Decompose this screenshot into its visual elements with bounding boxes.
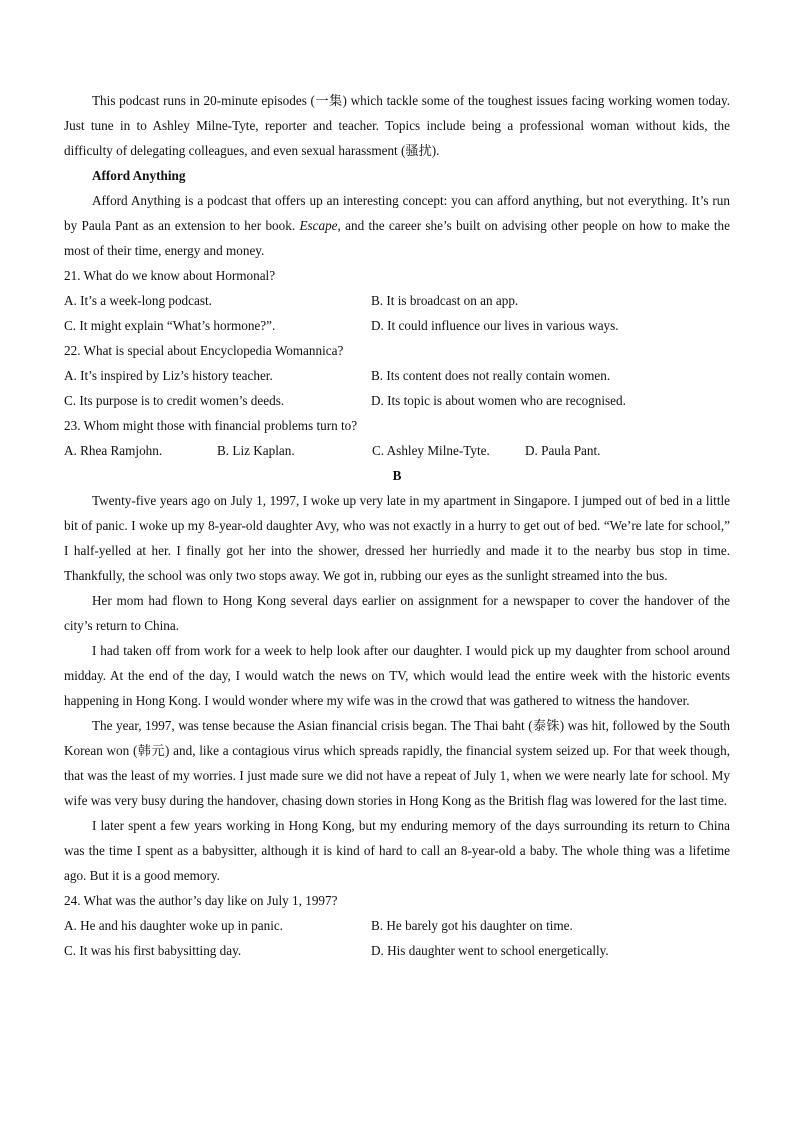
paragraph-text: Afford Anything is a podcast that offers up an interesting concept: you can afford anything, but not everything. It’s run by Paula Pant as an extension to her book. [64,193,730,233]
question-stem: 23. Whom might those with financial problems turn to? [64,418,358,433]
paragraph: The year, 1997, was tense because the Asian financial crisis began. The Thai baht (泰铢) was hit, followed by the South Korean won (韩元) and, like a contagious virus which spreads rapidly, the financial system seized up. For that week though, that was the least of my worries. I just made sure we did not have a repeat of July 1, when we were nearly late for school. My wife was very busy during the handover, chasing down stories in Hong Kong as the British flag was lowered for the last time. [64,718,730,808]
option-a: A. It’s a week-long podcast. [64,293,212,308]
option-c: C. Ashley Milne-Tyte. [372,443,490,458]
option-c: C. It was his first babysitting day. [64,943,242,958]
option-row [64,388,730,413]
option-row [64,438,730,463]
book-title: Escape [299,218,338,233]
option-row [64,313,730,338]
option-row [64,938,730,963]
question-stem: 22. What is special about Encyclopedia Womannica? [64,343,344,358]
paragraph-text: , and the career she’s built on advising other people on how to make the most of their time, energy and money. [64,218,730,258]
option-d: D. His daughter went to school energetically. [371,943,609,958]
section-label: B [392,468,402,483]
option-row [64,363,730,388]
option-a: A. He and his daughter woke up in panic. [64,918,284,933]
paragraph: This podcast runs in 20-minute episodes (一集) which tackle some of the toughest issues facing working women today. Just tune in to Ashley Milne-Tyte, reporter and teacher. Topics include being a professional woman without kids, the difficulty of delegating colleagues, and even sexual harassment (骚扰). [64,93,730,158]
option-d: D. Its topic is about women who are recognised. [371,393,626,408]
question-stem: 24. What was the author’s day like on July 1, 1997? [64,893,338,908]
option-c: C. Its purpose is to credit women’s deeds. [64,393,285,408]
paragraph: Twenty-five years ago on July 1, 1997, I woke up very late in my apartment in Singapore. I jumped out of bed in a little bit of panic. I woke up my 8-year-old daughter Avy, who was not exactly in a hurry to get out of bed. “We’re late for school,” I half-yelled at her. I finally got her into the shower, dressed her hurriedly and made it to the nearby bus stop in time. Thankfully, the school was only two stops away. We got in, rubbing our eyes as the sunlight streamed into the bus. [64,493,730,583]
option-row [64,913,730,938]
option-d: D. Paula Pant. [525,443,601,458]
paragraph: I later spent a few years working in Hong Kong, but my enduring memory of the days surrounding its return to China was the time I spent as a babysitter, although it is kind of hard to call an 8-year-old a baby. The whole thing was a lifetime ago. But it is a good memory. [64,818,730,883]
paragraph: Her mom had flown to Hong Kong several days earlier on assignment for a newspaper to cover the handover of the city’s return to China. [64,593,730,633]
option-b: B. Liz Kaplan. [217,443,295,458]
option-b: B. Its content does not really contain women. [371,368,611,383]
exam-page [64,88,730,963]
paragraph: I had taken off from work for a week to help look after our daughter. I would pick up my daughter from school around midday. At the end of the day, I would watch the news on TV, which would lead the entire week with the historic events happening in Hong Kong. I would wonder where my wife was in the crowd that was gathered to witness the handover. [64,643,730,708]
option-a: A. It’s inspired by Liz’s history teacher. [64,368,273,383]
option-d: D. It could influence our lives in various ways. [371,318,619,333]
option-row [64,288,730,313]
section-heading: Afford Anything [92,168,186,183]
option-b: B. He barely got his daughter on time. [371,918,573,933]
option-a: A. Rhea Ramjohn. [64,443,163,458]
option-b: B. It is broadcast on an app. [371,293,519,308]
option-c: C. It might explain “What’s hormone?”. [64,318,276,333]
question-stem: 21. What do we know about Hormonal? [64,268,276,283]
paragraph [64,188,730,263]
